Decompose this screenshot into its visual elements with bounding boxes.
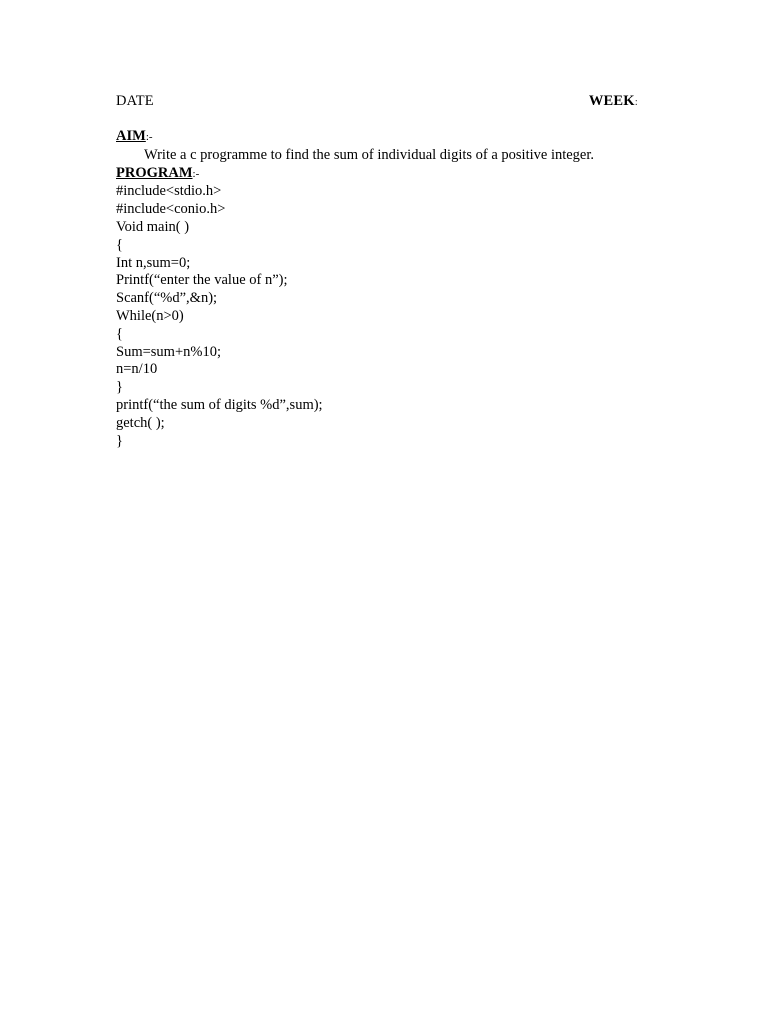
code-line: Printf(“enter the value of n”);	[116, 272, 288, 289]
aim-heading-line	[116, 128, 656, 147]
code-line: n=n/10	[116, 361, 158, 378]
code-line: }	[116, 379, 123, 396]
code-line: While(n>0)	[116, 307, 184, 324]
code-line: getch( );	[116, 414, 165, 431]
program-code	[116, 183, 656, 450]
code-line: {	[116, 325, 123, 342]
code-line: #include<conio.h>	[116, 201, 226, 218]
code-line: printf(“the sum of digits %d”,sum);	[116, 396, 323, 413]
code-line: Void main( )	[116, 218, 190, 235]
program-heading: PROGRAM	[116, 164, 193, 181]
code-line: Scanf(“%d”,&n);	[116, 290, 218, 307]
week-label-group	[589, 93, 638, 110]
document-body	[116, 128, 656, 450]
aim-heading: AIM	[116, 128, 146, 144]
code-line: }	[116, 432, 123, 449]
aim-text: Write a c programme to find the sum of individual digits of a positive integer.	[144, 146, 595, 163]
code-line: Sum=sum+n%10;	[116, 343, 221, 360]
date-label: DATE	[116, 93, 154, 109]
page-header	[116, 93, 638, 113]
week-label: WEEK	[588, 93, 635, 109]
code-line: Int n,sum=0;	[116, 254, 191, 271]
week-label-colon: :	[634, 96, 638, 108]
code-line: #include<stdio.h>	[116, 183, 222, 200]
program-heading-suffix: :-	[192, 167, 200, 180]
aim-heading-suffix: :-	[145, 131, 153, 143]
program-heading-line	[116, 165, 656, 184]
code-line: {	[116, 236, 123, 253]
